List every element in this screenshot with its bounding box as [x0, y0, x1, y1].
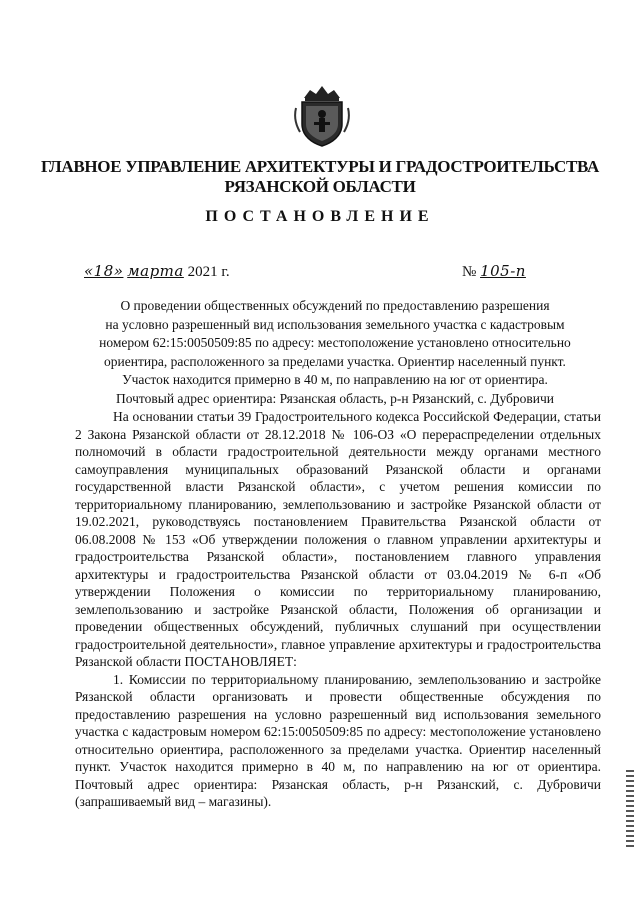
subject-line: Участок находится примерно в 40 м, по направлению на юг от ориентира. [122, 372, 548, 387]
subject-line: на условно разрешенный вид использования земельного участка с кадастровым [105, 316, 565, 332]
coat-of-arms-emblem [292, 80, 352, 148]
organization-name-line-2: РЯЗАНСКОЙ ОБЛАСТИ [224, 177, 416, 196]
document-date [84, 262, 230, 281]
scan-edge-mark [626, 770, 634, 850]
number-label: № [462, 264, 477, 280]
document-type-title: ПОСТАНОВЛЕНИЕ [205, 208, 435, 225]
resolution-item-1: 1. Комиссии по территориальному планированию, землепользованию и застройке Рязанской области организовать и провести общественные обсуждения по предоставлению разрешения на условно разрешенный вид использования земельного участка с кадастровым номером 62:15:0050509:85 по адресу: местоположение установлено относительно ориентира, расположенного за пределами участка. Ориентир населенный пункт. Участок находится примерно в 40 м, по направлению на юг от ориентира. Почтовый адрес ориентира: Рязанская область, р-н Рязанский, с. Дубровичи (запрашиваемый вид – магазины). [75, 671, 601, 809]
organization-name-line-1: ГЛАВНОЕ УПРАВЛЕНИЕ АРХИТЕКТУРЫ И ГРАДОСТРОИТЕЛЬСТВА [41, 157, 599, 176]
preamble-paragraph: На основании статьи 39 Градостроительного кодекса Российской Федерации, статьи 2 Закона Рязанской области от 28.12.2018 № 106-ОЗ «О перераспределении отдельных полномочий в области градостроительной деятельности между органами местного самоуправления муниципальных образований Рязанской области и органами государственной власти Рязанской области», с учетом решения комиссии по территориальному планированию, землепользованию и застройке Рязанской области от 19.02.2021, руководствуясь постановлением Правительства Рязанской области от 06.08.2008 № 153 «Об утверждении положения о главном управлении архитектуры и градостроительства Рязанской области», постановлением главного управления архитектуры и градостроительства Рязанской области от 03.04.2019 № 6-п «Об утверждении Положения о комиссии по территориальному планированию, землепользованию и застройке Рязанской области, Положения об организации и проведении общественных обсуждений, публичных слушаний при осуществлении градостроительной деятельности», главное управление архитектуры и градостроительства Рязанской области ПОСТАНОВЛЯЕТ: [75, 409, 601, 669]
subject-line: номером 62:15:0050509:85 по адресу: местоположение установлено относительно [99, 335, 571, 350]
subject-line: ориентира, расположенного за пределами участка. Ориентир населенный пункт. [104, 353, 566, 369]
document-body [75, 408, 601, 811]
document-number [462, 262, 526, 281]
number-value: 105-п [480, 262, 526, 280]
date-month: марта [127, 262, 184, 280]
subject-line: Почтовый адрес ориентира: Рязанская область, р-н Рязанский, с. Дубровичи [115, 390, 555, 406]
subject-line: О проведении общественных обсуждений по предоставлению разрешения [120, 298, 550, 313]
document-subject [70, 297, 600, 408]
date-year: 2021 г. [187, 264, 230, 280]
date-day: «18» [84, 262, 124, 280]
